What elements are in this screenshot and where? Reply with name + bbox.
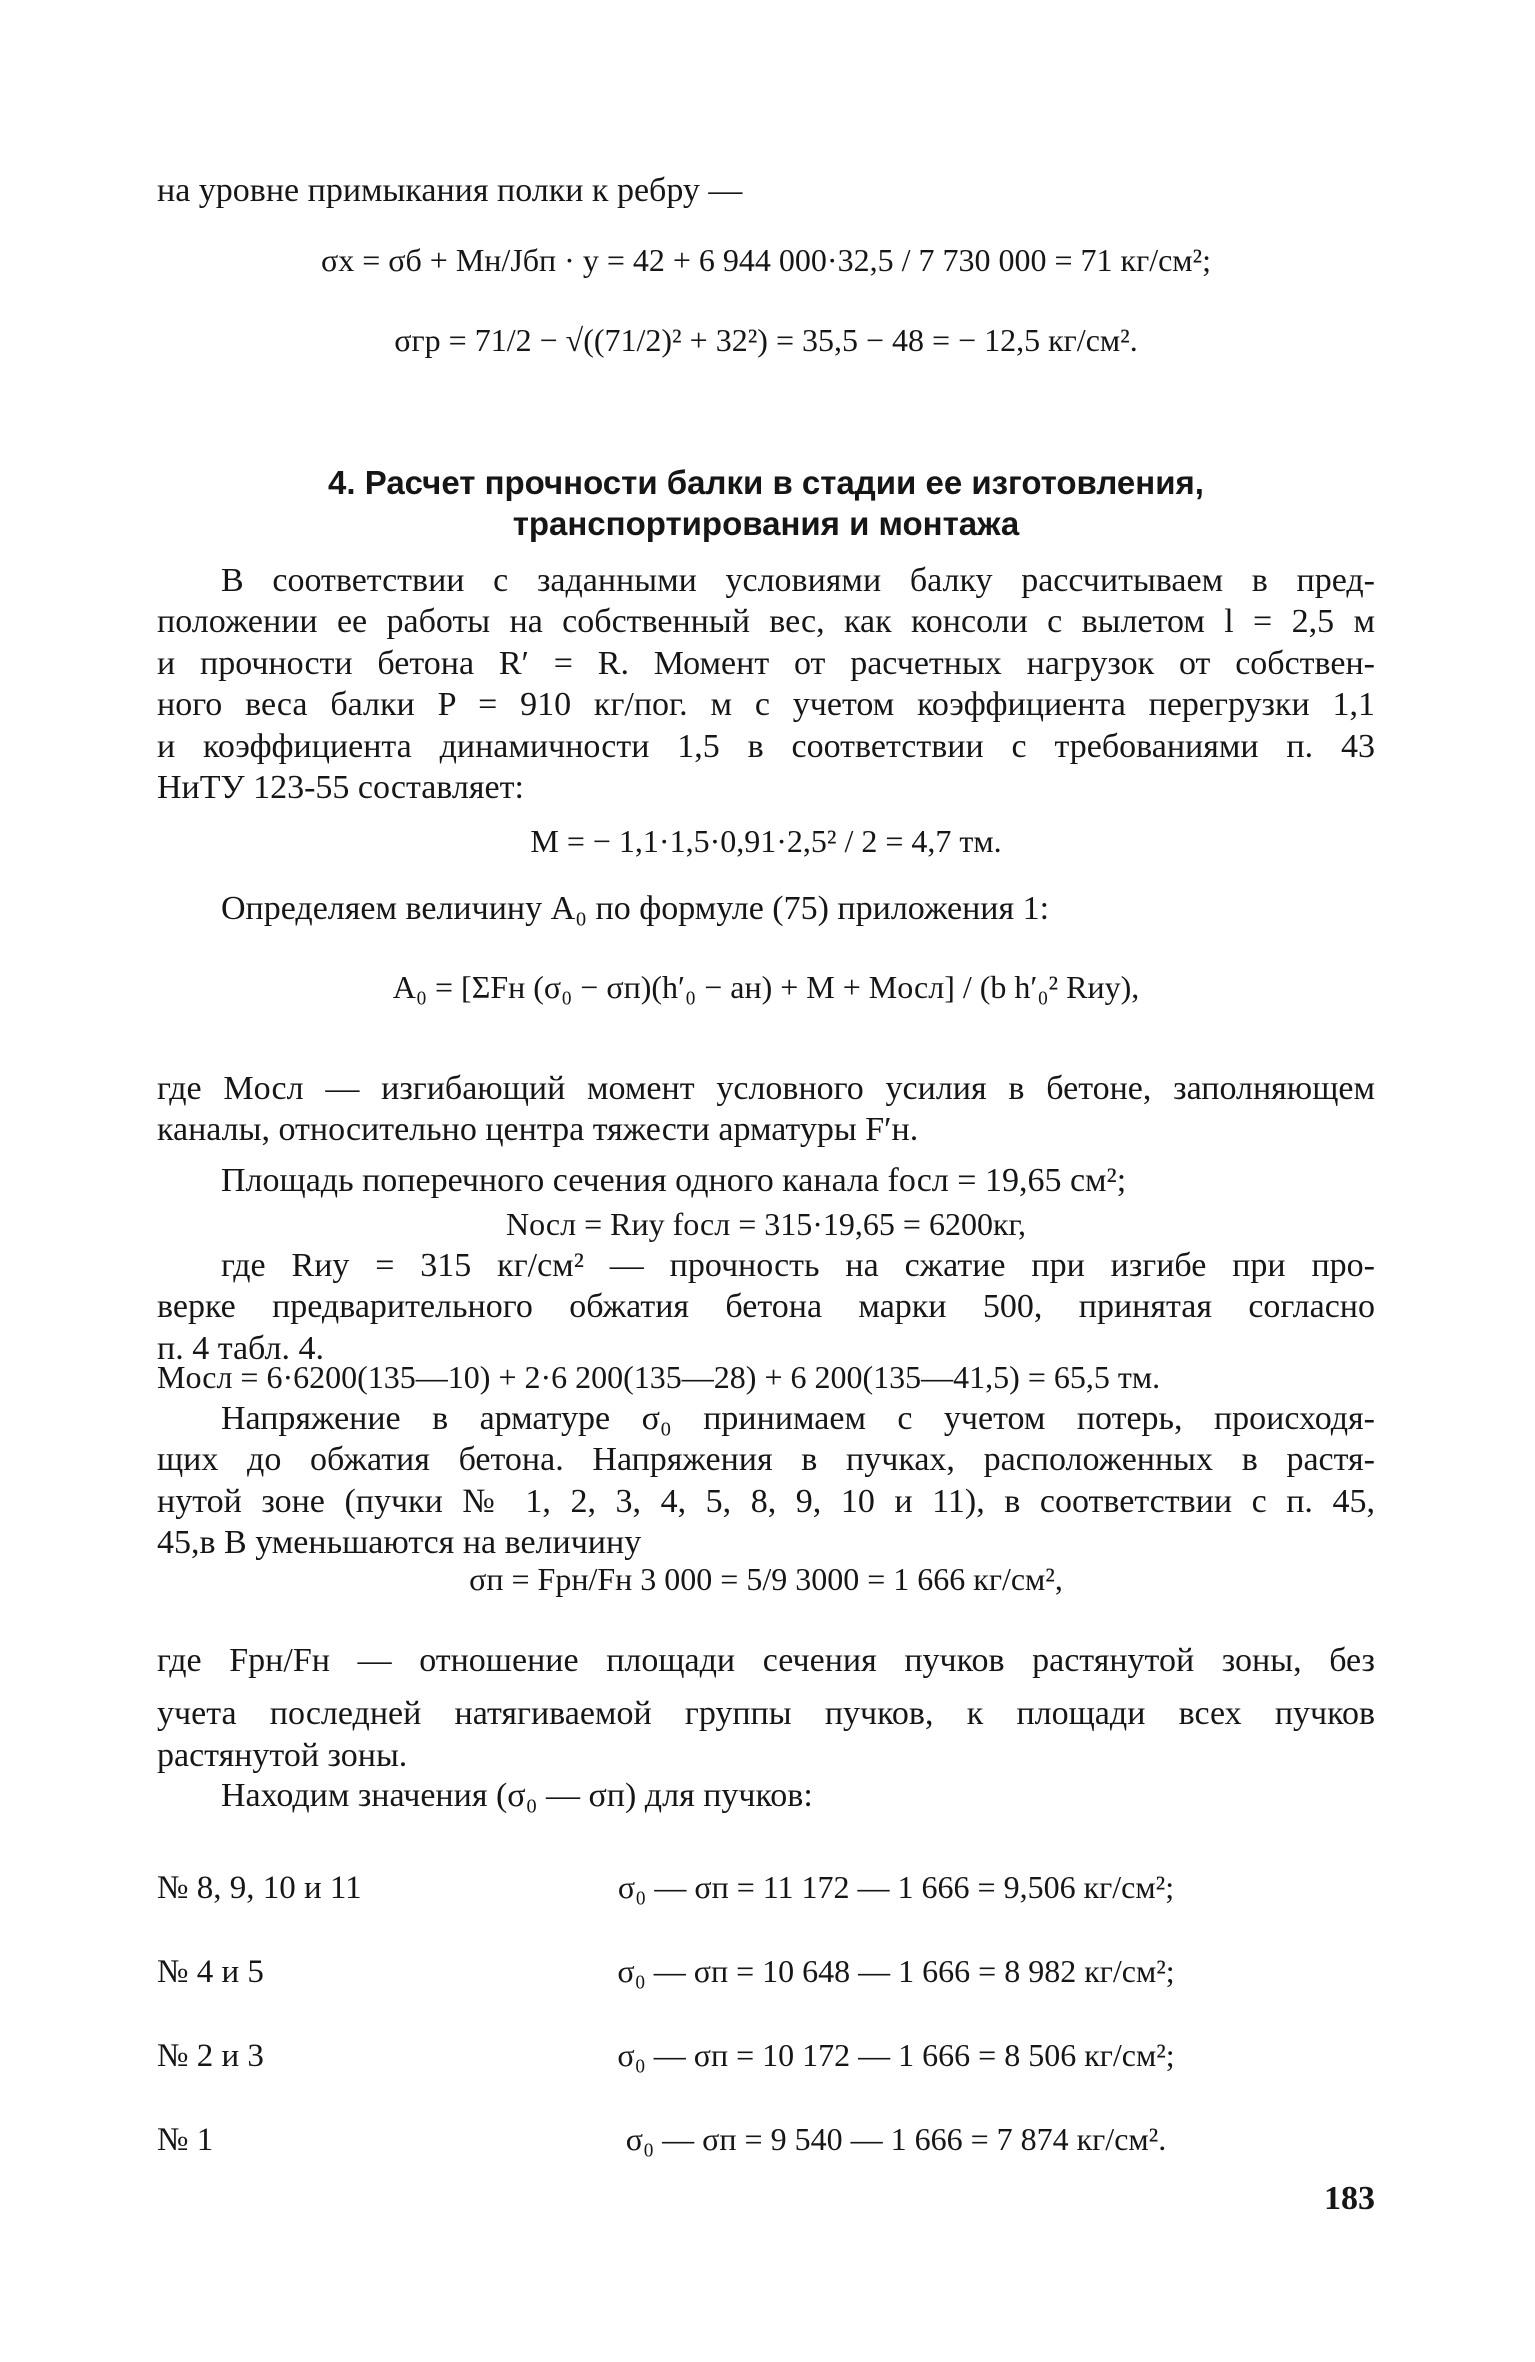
para3-line: каналы, относительно центра тяжести арматуры F′н. [157,1111,919,1149]
formula-Mosl-block [157,1358,1375,1397]
para1-line: НиТУ 123-55 составляет: [157,769,524,807]
para1-line: ного веса балки P = 910 кг/пог. м с учетом коэффициента перегрузки 1,1 [157,686,1375,724]
formula-n-osl: Nосл = Rиу fосл = 315·19,65 = 6200кг, [505,1206,1027,1243]
page-number: 183 [1324,2180,1375,2217]
formula-moment: M = − 1,1·1,5·0,91·2,5² / 2 = 4,7 тм. [530,823,1002,859]
intro-text: на уровне примыкания полки к ребру — [157,172,743,209]
para8-text: Находим значения (σ₀ — σп) для пучков: [221,1777,813,1814]
paragraph-8 [157,1775,1375,1816]
formula-sigma-p: σп = Fрн/Fн 3 000 = 5/9 3000 = 1 666 кг/см², [469,1561,1063,1597]
para3-line: где Mосл — изгибающий момент условного усилия в бетоне, заполняющем [157,1070,1375,1107]
formula-m-osl: Mосл = 6·6200(135—10) + 2·6 200(135—28) + 6 200(135—41,5) = 65,5 тм. [157,1359,1161,1395]
formula-sigma-p-block [157,1560,1375,1599]
bundles-list [157,1830,1375,2166]
bundle-equation: σ₀ — σп = 11 172 — 1 666 = 9,506 кг/см²; [617,1869,1175,1905]
para5-line: где Rиу = 315 кг/см² — прочность на сжатие при изгибе при про- [221,1247,1375,1284]
formula-a0: A₀ = [ΣFн (σ₀ − σп)(h′₀ − aн) + M + Mосл] / (b h′₀² Rиу), [392,969,1140,1005]
bundle-label: № 1 [157,2122,214,2158]
para2-text: Определяем величину A₀ по формуле (75) приложения 1: [221,890,1050,927]
bundle-label: № 2 и 3 [157,2038,264,2074]
bundle-equation: σ₀ — σп = 10 648 — 1 666 = 8 982 кг/см²; [617,1953,1175,1989]
section-heading [157,462,1375,545]
paragraph-1 [157,560,1375,809]
section-heading-line-2: транспортирования и монтажа [512,505,1020,543]
para7-line: где Fрн/Fн — отношение площади сечения пучков растянутой зоны, без [157,1642,1375,1679]
para6-line: щих до обжатия бетона. Напряжения в пучках, расположенных в растя- [157,1441,1375,1479]
bundle-equation: σ₀ — σп = 10 172 — 1 666 = 8 506 кг/см²; [617,2037,1175,2073]
bundle-row [157,1914,1375,1998]
para7-line: учета последней натягиваемой группы пучков, к площади всех пучков [157,1695,1375,1733]
bundle-label: № 4 и 5 [157,1954,264,1990]
para1-line: и коэффициента динамичности 1,5 в соответствии с требованиями п. 43 [157,727,1375,765]
paragraph-7 [157,1640,1375,1776]
section-heading-line-1: 4. Расчет прочности балки в стадии ее изготовления, [328,464,1204,501]
formula-sigma-x: σx = σб + Mн/Jбп · y = 42 + 6 944 000·32,5 / 7 730 000 = 71 кг/см²; [320,242,1212,279]
para1-line: и прочности бетона R′ = R. Момент от расчетных нагрузок от собствен- [157,644,1375,682]
paragraph-6 [157,1398,1375,1564]
paragraph-3 [157,1068,1375,1151]
para5-line: верке предварительного обжатия бетона марки 500, принятая согласно [157,1288,1375,1326]
para5-line: п. 4 табл. 4. [157,1329,324,1367]
para7-line: растянутой зоны. [157,1736,408,1774]
bundle-row [157,1830,1375,1914]
bundle-equation: σ₀ — σп = 9 540 — 1 666 = 7 874 кг/см². [625,2121,1167,2157]
paragraph-4 [157,1160,1375,1245]
paragraph-2 [157,888,1375,929]
top-block [157,170,1375,360]
para6-line: Напряжение в арматуре σ₀ принимаем с учетом потерь, происходя- [221,1400,1375,1437]
formula-A0-block [157,968,1375,1007]
para6-line: 45,в B уменьшаются на величину [157,1524,642,1562]
bundle-label: № 8, 9, 10 и 11 [157,1870,362,1906]
formula-M [157,822,1375,861]
para4-text: Площадь поперечного сечения одного канала fосл = 19,65 см²; [221,1162,1127,1199]
formula-sigma-gr: σгр = 71/2 − √((71/2)² + 32²) = 35,5 − 48 = − 12,5 кг/см². [394,321,1138,358]
paragraph-5 [157,1245,1375,1369]
para6-line: нутой зоне (пучки № 1, 2, 3, 4, 5, 8, 9, 10 и 11), в соответствии с п. 45, [157,1482,1375,1520]
bundle-row [157,1998,1375,2082]
para1-line: положении ее работы на собственный вес, как консоли с вылетом l = 2,5 м [157,603,1375,641]
para1-line: В соответствии с заданными условиями балку рассчитываем в пред- [221,562,1375,599]
bundle-row [157,2082,1375,2166]
